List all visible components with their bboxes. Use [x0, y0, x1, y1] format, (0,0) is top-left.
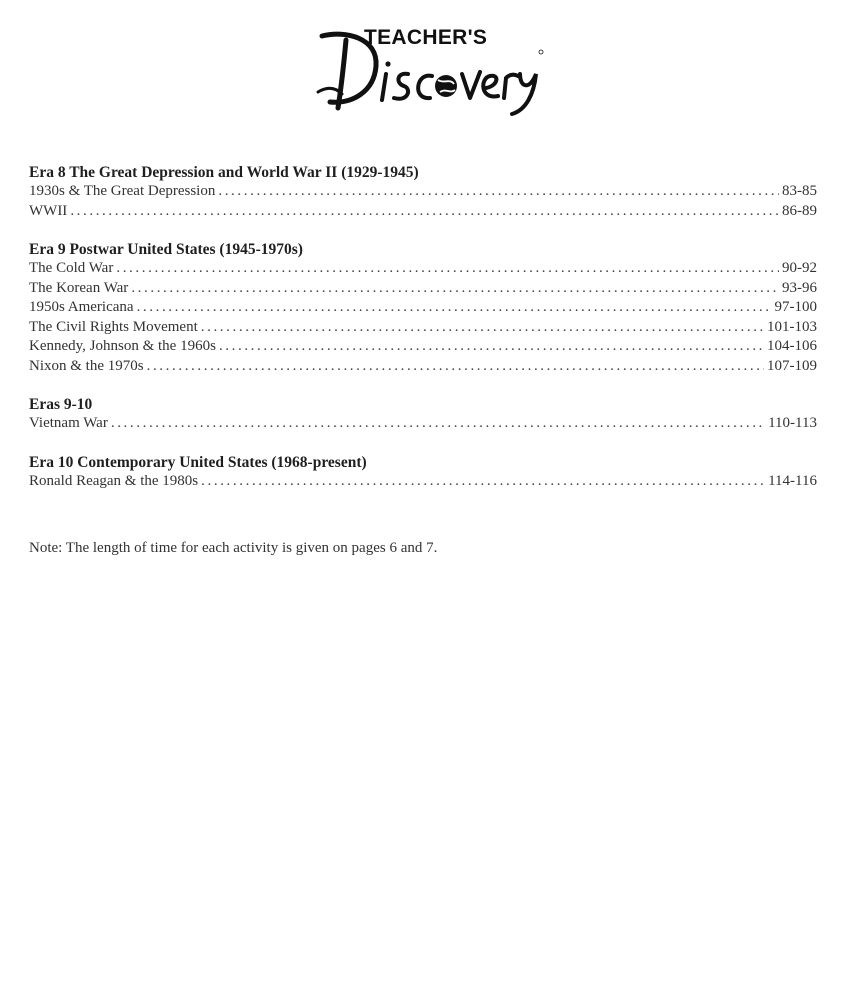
entry-pages: 107-109	[767, 357, 817, 374]
toc-entry	[29, 202, 817, 222]
toc-entry	[29, 298, 817, 318]
section-title: Eras 9-10	[29, 396, 93, 413]
entry-label: 1930s & The Great Depression	[29, 183, 216, 199]
note-text: Note: The length of time for each activity is given on pages 6 and 7.	[29, 540, 438, 556]
logo-top-text: TEACHER'S	[364, 26, 488, 49]
entry-label: Vietnam War	[29, 415, 108, 431]
entry-pages: 90-92	[782, 260, 817, 276]
entry-pages: 83-85	[782, 183, 817, 199]
section-title: Era 9 Postwar United States (1945-1970s)	[29, 241, 303, 258]
entry-label: Ronald Reagan & the 1980s	[29, 472, 199, 489]
dot-leader	[111, 414, 765, 434]
toc-entry	[29, 259, 817, 279]
dot-leader	[219, 337, 764, 357]
dot-leader	[137, 298, 772, 318]
toc-entry	[29, 414, 817, 434]
dot-leader	[201, 472, 765, 492]
dot-leader	[131, 279, 779, 299]
toc-section	[29, 395, 817, 434]
table-of-contents	[29, 163, 817, 510]
entry-label: Nixon & the 1970s	[29, 357, 144, 374]
toc-entry	[29, 318, 817, 338]
entry-label: Kennedy, Johnson & the 1960s	[29, 338, 216, 354]
toc-section	[29, 163, 817, 221]
entry-label: The Korean War	[29, 279, 129, 296]
section-title: Era 10 Contemporary United States (1968-present)	[29, 453, 367, 471]
toc-entry	[29, 472, 817, 492]
entry-pages: 101-103	[767, 318, 817, 335]
entry-label: The Cold War	[29, 260, 114, 276]
entry-pages: 86-89	[782, 202, 817, 219]
toc-entry	[29, 337, 817, 357]
dot-leader	[218, 182, 779, 202]
section-title: Era 8 The Great Depression and World War II (1929-1945)	[29, 164, 419, 181]
toc-section	[29, 453, 817, 492]
entry-label: The Civil Rights Movement	[29, 318, 198, 335]
dot-leader	[70, 202, 779, 222]
dot-leader	[201, 318, 764, 338]
toc-entry	[29, 182, 817, 202]
entry-pages: 93-96	[782, 279, 817, 296]
teachers-discovery-logo	[316, 22, 546, 126]
entry-pages: 110-113	[768, 415, 817, 431]
entry-pages: 97-100	[774, 299, 817, 315]
toc-section	[29, 240, 817, 376]
entry-pages: 114-116	[768, 472, 817, 489]
dot-leader	[147, 357, 764, 377]
entry-pages: 104-106	[767, 338, 817, 354]
toc-entry	[29, 357, 817, 377]
dot-leader	[116, 259, 779, 279]
entry-label: WWII	[29, 202, 68, 219]
toc-entry	[29, 279, 817, 299]
entry-label: 1950s Americana	[29, 299, 134, 315]
